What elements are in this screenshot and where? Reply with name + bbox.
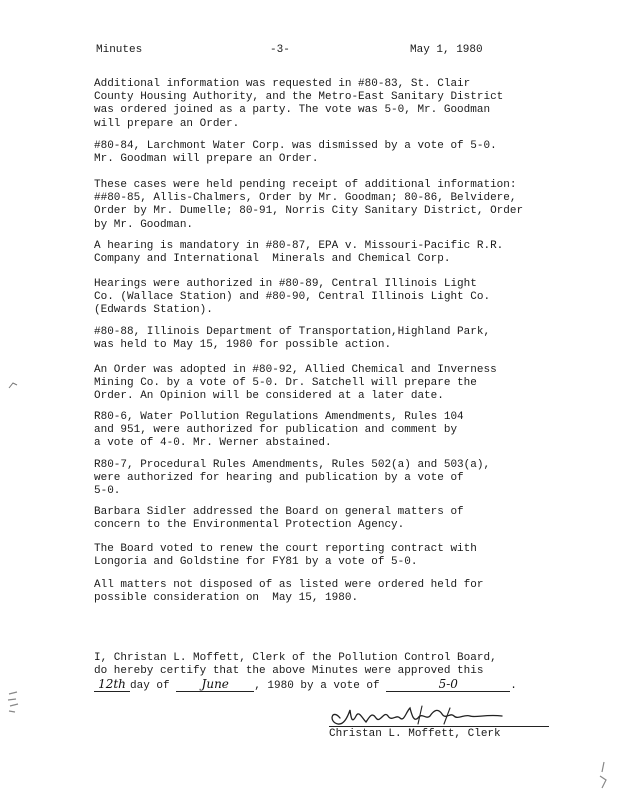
certification-block: I, Christan L. Moffett, Clerk of the Pollution Control Board, do hereby certify that the above Minutes were approved this 12th day of June , 1980 by a vote of 5-0 . <box>94 652 517 693</box>
header-date: May 1, 1980 <box>410 44 483 56</box>
vote-fill: 5-0 <box>386 678 510 692</box>
scan-speck <box>8 380 20 390</box>
paragraph-80-87: A hearing is mandatory in #80-87, EPA v. Missouri-Pacific R.R. Company and International Minerals and Chemical Corp. <box>94 240 504 266</box>
day-of-label: day of <box>130 680 170 693</box>
paragraph-held-matters: All matters not disposed of as listed were ordered held for possible consideration on May 15, 1980. <box>94 579 484 605</box>
header-page-number: -3- <box>270 44 290 56</box>
clerk-signature-block <box>326 702 556 742</box>
scan-mark <box>596 760 612 794</box>
paragraph-80-92: An Order was adopted in #80-92, Allied Chemical and Inverness Mining Co. by a vote of 5-0. Dr. Satchell will prepare the Order. An Opinion will be considered at a later date. <box>94 364 497 403</box>
day-fill: 12th <box>94 678 130 692</box>
paragraph-80-84: #80-84, Larchmont Water Corp. was dismissed by a vote of 5-0. Mr. Goodman will prepare an Order. <box>94 140 497 166</box>
paragraph-r80-6: R80-6, Water Pollution Regulations Amendments, Rules 104 and 951, were authorized for publication and comment by a vote of 4-0. Mr. Werner abstained. <box>94 411 464 450</box>
header-section-label: Minutes <box>96 44 143 56</box>
paragraph-80-83: Additional information was requested in #80-83, St. Clair County Housing Authority, and the Metro-East Sanitary District was ordered joined as a party. The vote was 5-0, Mr. Goodman will prepare an Order. <box>94 78 504 130</box>
month-fill: June <box>176 678 254 692</box>
paragraph-80-88: #80-88, Illinois Department of Transportation,Highland Park, was held to May 15, 1980 for possible action. <box>94 326 491 352</box>
scan-mark <box>6 690 22 716</box>
clerk-name: Christan L. Moffett, Clerk <box>329 726 549 740</box>
paragraph-sidler: Barbara Sidler addressed the Board on general matters of concern to the Environmental Protection Agency. <box>94 506 464 532</box>
paragraph-80-89-90: Hearings were authorized in #80-89, Central Illinois Light Co. (Wallace Station) and #80-90, Central Illinois Light Co. (Edwards Station). <box>94 278 491 317</box>
paragraph-pending-cases: These cases were held pending receipt of additional information: ##80-85, Allis-Chalmers, Order by Mr. Goodman; 80-86, Belvidere, Order by Mr. Dumelle; 80-91, Norris City Sanitary District, Order by Mr. Goodman. <box>94 179 524 231</box>
year-vote-label: , 1980 by a vote of <box>254 680 380 693</box>
paragraph-r80-7: R80-7, Procedural Rules Amendments, Rules 502(a) and 503(a), were authorized for hearing and publication by a vote of 5-0. <box>94 459 491 498</box>
paragraph-court-reporting: The Board voted to renew the court reporting contract with Longoria and Goldstine for FY81 by a vote of 5-0. <box>94 543 477 569</box>
